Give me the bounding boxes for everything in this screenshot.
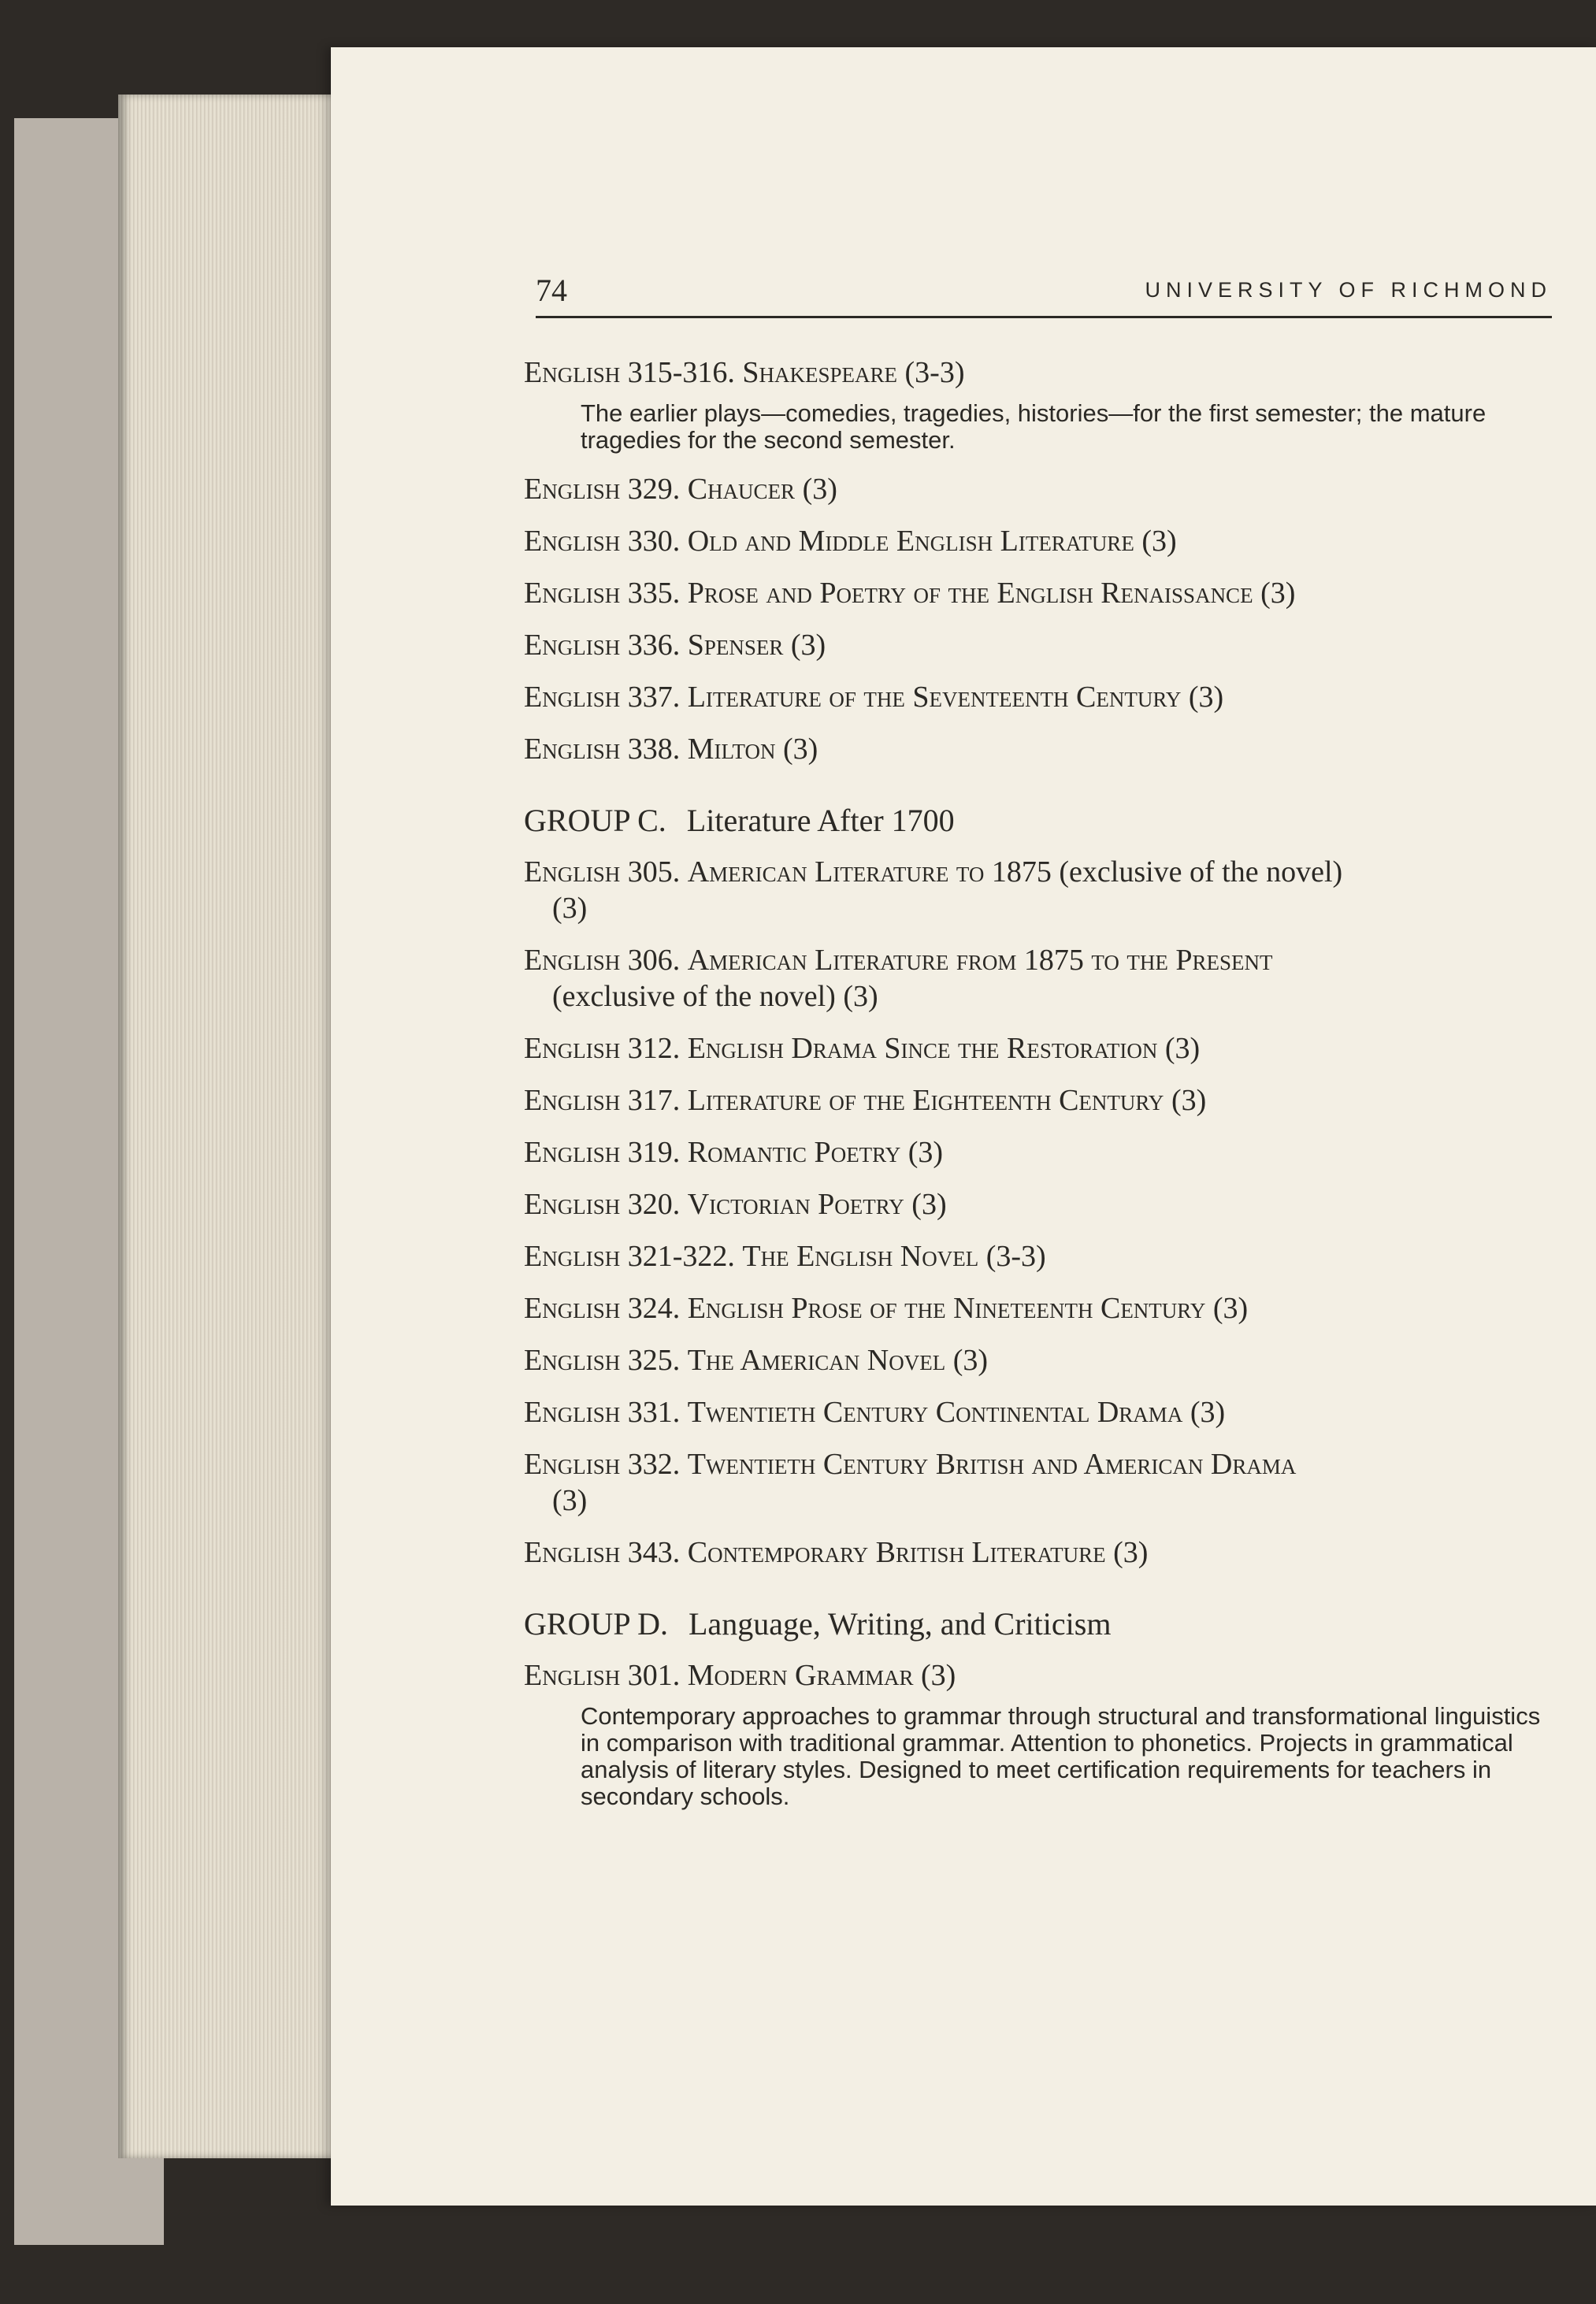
- course-entry: [524, 942, 1564, 1015]
- page-edges: [118, 95, 339, 2158]
- course-credits: (3): [790, 629, 826, 662]
- course-credits: (3): [1141, 525, 1177, 558]
- course-title: Modern Grammar: [687, 1659, 914, 1692]
- course-number: English 331.: [524, 1396, 681, 1429]
- group-label: GROUP C.: [524, 803, 666, 838]
- course-listing: [524, 354, 1564, 1827]
- course-credits: (3): [783, 733, 818, 766]
- course-title: The American Novel: [687, 1344, 946, 1377]
- course-number: English 306.: [524, 944, 681, 977]
- course-entry: [524, 627, 1564, 663]
- course-title: American Literature to 1875: [687, 855, 1052, 889]
- course-entry: [524, 354, 1564, 391]
- course-number: English 321-322.: [524, 1240, 735, 1273]
- course-number: English 330.: [524, 525, 681, 558]
- course-title: Victorian Poetry: [687, 1188, 904, 1221]
- course-description: The earlier plays—comedies, tragedies, histories—for the first semester; the mature tragedies for the second semester.: [581, 399, 1487, 454]
- course-description: Contemporary approaches to grammar through structural and transformational linguistics in comparison with traditional grammar. Attention to phonetics. Projects in grammatical analysis of literary styles. Designed to meet certification requirements for teachers in secondary schools.: [581, 1702, 1541, 1810]
- course-entry: [524, 575, 1564, 611]
- course-title: Shakespeare: [742, 356, 898, 389]
- course-title: American Literature from 1875 to the Present: [687, 944, 1273, 977]
- course-number: English 315-316.: [524, 356, 735, 389]
- course-number: English 325.: [524, 1344, 681, 1377]
- course-credits: (3): [1113, 1536, 1149, 1569]
- course-credits: (3): [843, 980, 878, 1013]
- course-credits: (3): [552, 892, 588, 925]
- course-entry: [524, 1030, 1564, 1067]
- course-note: (exclusive of the novel): [1059, 855, 1343, 889]
- course-credits: (3-3): [904, 356, 965, 389]
- course-number: English 317.: [524, 1084, 681, 1117]
- course-entry: [524, 1082, 1564, 1119]
- course-credits: (3): [952, 1344, 989, 1377]
- course-number: English 319.: [524, 1136, 681, 1169]
- course-title: Old and Middle English Literature: [687, 525, 1134, 558]
- course-title: The English Novel: [742, 1240, 979, 1273]
- course-number: English 337.: [524, 681, 681, 714]
- course-entry: [524, 1238, 1564, 1274]
- course-number: English 320.: [524, 1188, 681, 1221]
- course-number: English 338.: [524, 733, 681, 766]
- course-title: Twentieth Century British and American Drama: [687, 1448, 1297, 1481]
- course-title: Twentieth Century Continental Drama: [687, 1396, 1183, 1429]
- course-entry: [524, 854, 1564, 926]
- course-number: English 305.: [524, 855, 681, 889]
- course-credits: (3): [552, 1484, 588, 1517]
- course-credits: (3): [1190, 1396, 1226, 1429]
- course-entry: [524, 731, 1564, 767]
- course-entry: [524, 1534, 1564, 1571]
- course-title: Spenser: [687, 629, 784, 662]
- course-credits: (3): [1260, 577, 1296, 610]
- running-head: UNIVERSITY OF RICHMOND: [1145, 278, 1552, 302]
- course-note: (exclusive of the novel): [552, 980, 836, 1013]
- group-title: Literature After 1700: [686, 803, 955, 838]
- course-number: English 301.: [524, 1659, 681, 1692]
- group-heading: [524, 1605, 1564, 1643]
- course-entry: [524, 1657, 1564, 1694]
- course-number: English 336.: [524, 629, 681, 662]
- course-entry: [524, 1186, 1564, 1222]
- catalog-page: [331, 47, 1596, 2206]
- course-credits: (3-3): [985, 1240, 1046, 1273]
- course-title: Milton: [687, 733, 776, 766]
- course-title: Chaucer: [687, 473, 796, 506]
- course-number: English 343.: [524, 1536, 681, 1569]
- course-entry: [524, 679, 1564, 715]
- course-entry: [524, 523, 1564, 559]
- course-number: English 329.: [524, 473, 681, 506]
- group-label: GROUP D.: [524, 1606, 668, 1642]
- page-header: [536, 272, 1552, 318]
- course-number: English 335.: [524, 577, 681, 610]
- course-entry: [524, 1342, 1564, 1378]
- course-title: Literature of the Eighteenth Century: [687, 1084, 1164, 1117]
- course-credits: (3): [1164, 1032, 1201, 1065]
- course-credits: (3): [1212, 1292, 1249, 1325]
- course-title: Literature of the Seventeenth Century: [687, 681, 1182, 714]
- course-entry: [524, 1290, 1564, 1326]
- course-entry: [524, 1134, 1564, 1171]
- course-title: English Prose of the Nineteenth Century: [687, 1292, 1206, 1325]
- course-title: English Drama Since the Restoration: [687, 1032, 1158, 1065]
- course-number: English 332.: [524, 1448, 681, 1481]
- course-entry: [524, 1446, 1564, 1519]
- course-credits: (3): [907, 1136, 944, 1169]
- course-number: English 324.: [524, 1292, 681, 1325]
- course-number: English 312.: [524, 1032, 681, 1065]
- course-title: Romantic Poetry: [687, 1136, 901, 1169]
- course-title: Prose and Poetry of the English Renaissance: [687, 577, 1253, 610]
- course-title: Contemporary British Literature: [687, 1536, 1106, 1569]
- course-credits: (3): [911, 1188, 947, 1221]
- course-credits: (3): [1171, 1084, 1207, 1117]
- course-credits: (3): [920, 1659, 956, 1692]
- course-entry: [524, 471, 1564, 507]
- course-credits: (3): [802, 473, 837, 506]
- group-heading: [524, 802, 1564, 840]
- page-number: 74: [536, 273, 567, 308]
- group-title: Language, Writing, and Criticism: [689, 1606, 1112, 1642]
- course-credits: (3): [1188, 681, 1224, 714]
- course-entry: [524, 1394, 1564, 1430]
